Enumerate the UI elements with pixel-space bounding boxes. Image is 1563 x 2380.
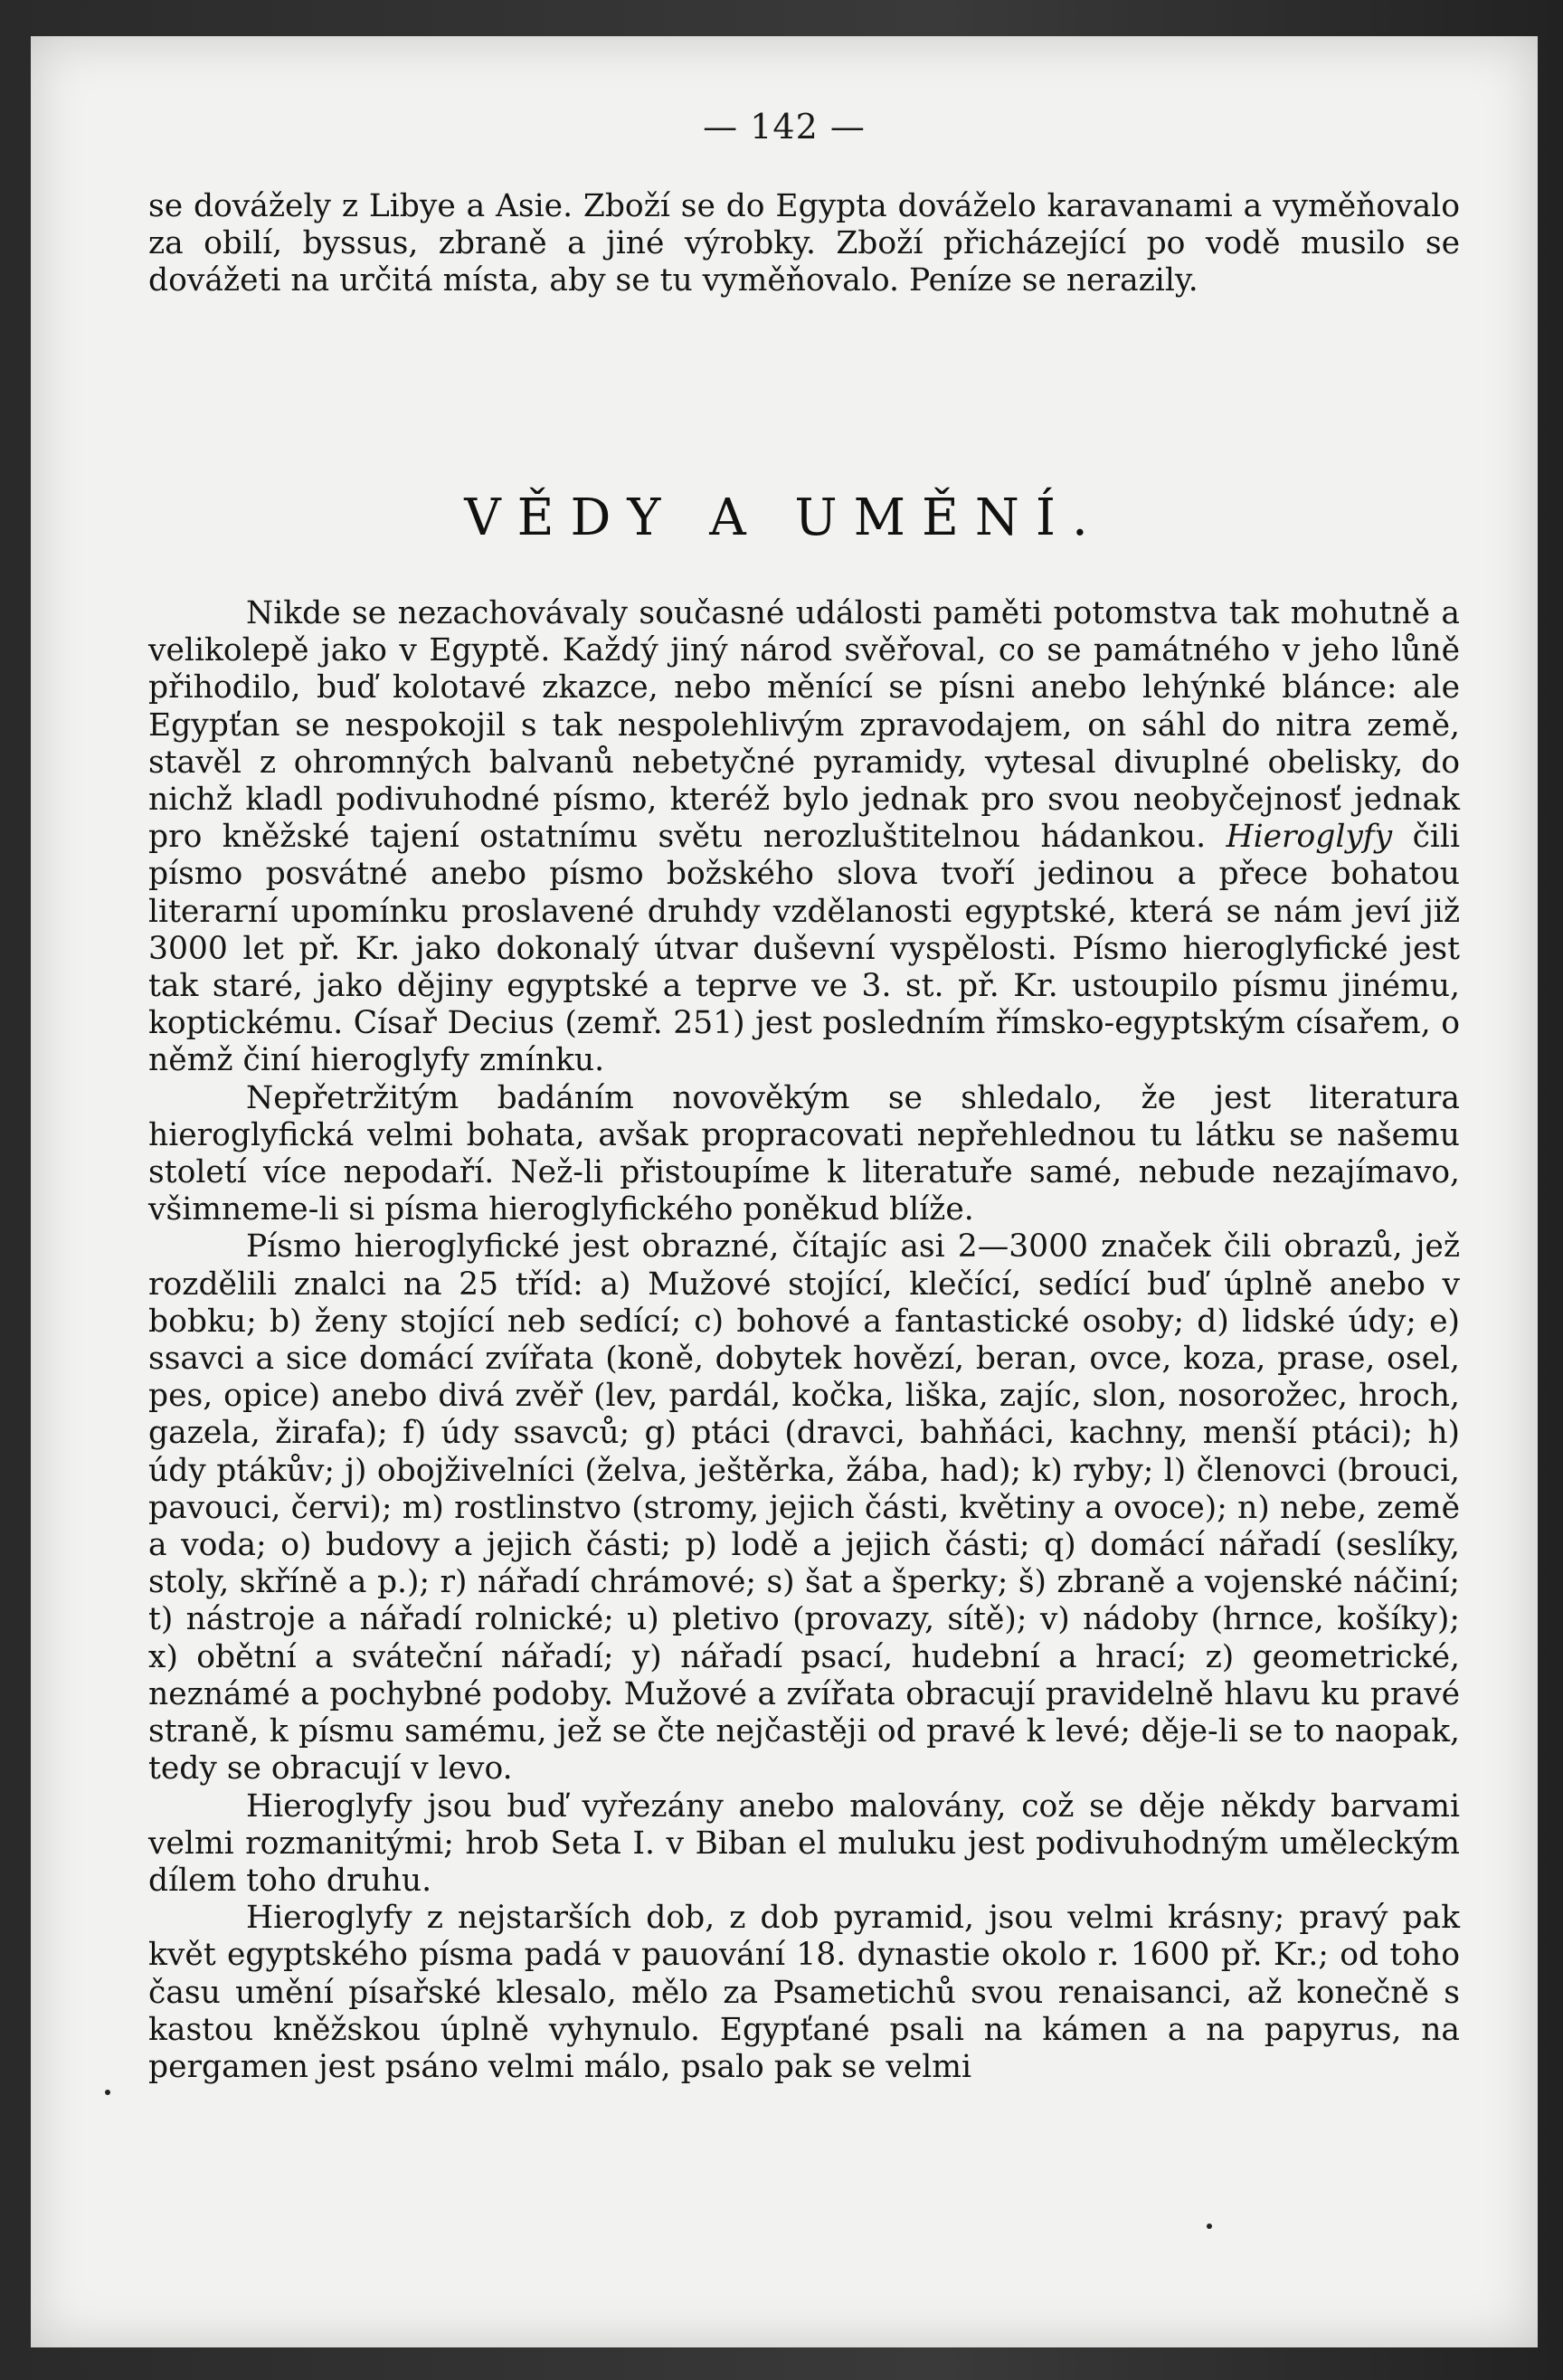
- intro-paragraph: se dovážely z Libye a Asie. Zboží se do Egypta dováželo karavanami a vyměňovalo za obilí, byssus, zbraně a jiné výrobky. Zboží přicházející po vodě musilo se dovážeti na určitá místa, aby se tu vyměňovalo. Peníze se nerazily.: [148, 188, 1460, 299]
- intro-text-block: [148, 188, 1460, 300]
- book-page: [31, 36, 1538, 2347]
- paragraph-1-text-b: čili písmo posvátné anebo písmo božského slova tvoří jedinou a přece bohatou literarní upomínku proslavené druhdy vzdělanosti egyptské, která se nám jeví již 3000 let př. Kr. jako dokonalý útvar duševní vyspělosti. Písmo hieroglyfické jest tak staré, jako dějiny egyptské a teprve ve 3. st. př. Kr. ustoupilo písmu jinému, koptickému. Císař Decius (zemř. 251) jest posledním římsko-egyptským císařem, o němž činí hieroglyfy zmínku.: [148, 819, 1461, 1079]
- paragraph-3: Písmo hieroglyfické jest obrazné, čítajíc asi 2—3000 značek čili obrazů, jež rozdělili znalci na 25 tříd: a) Mužové stojící, klečící, sedící buď úplně anebo v bobku; b) ženy stojící neb sedící; c) bohové a fantastické osoby; d) lidské údy; e) ssavci a sice domácí zvířata (koně, dobytek hovězí, beran, ovce, koza, prase, osel, pes, opice) anebo divá zvěř (lev, pardál, kočka, liška, zajíc, slon, nosorožec, hroch, gazela, žirafa); f) údy ssavců; g) ptáci (dravci, bahňáci, kachny, menší ptáci); h) údy ptákův; j) obojživelníci (želva, ještěrka, žába, had); k) ryby; l) členovci (brouci, pavouci, červi); m) rostlinstvo (stromy, jejich části, květiny a ovoce); n) nebe, země a voda; o) budovy a jejich části; p) lodě a jejich části; q) domácí nářadí (seslíky, stoly, skříně a p.); r) nářadí chrámové; s) šat a šperky; š) zbraně a vojenské náčiní; t) nástroje a nářadí rolnické; u) pletivo (provazy, sítě); v) nádoby (hrnce, košíky); x) obětní a sváteční nářadí; y) nářadí psací, hudební a hrací; z) geometrické, neznámé a pochybné podoby. Mužové a zvířata obracují pravidelně hlavu ku pravé straně, k písmu samému, jež se čte nejčastěji od pravé k levé; děje-li se to naopak, tedy se obracují v levo.: [148, 1228, 1460, 1787]
- section-heading: VĚDY A UMĚNÍ.: [464, 488, 1104, 547]
- paragraph-5: Hieroglyfy z nejstarších dob, z dob pyramid, jsou velmi krásny; pravý pak květ egyptského písma padá v pauování 18. dynastie okolo r. 1600 př. Kr.; od toho času umění písařské klesalo, mělo za Psametichů svou renaisanci, až konečně s kastou kněžskou úplně vyhynulo. Egypťané psali na kámen a na papyrus, na pergamen jest psáno velmi málo, psalo pak se velmi: [148, 1900, 1460, 2085]
- margin-speck: [1207, 2224, 1212, 2229]
- paragraph-1-text-a: Nikde se nezachovávaly současné události paměti potomstva tak mohutně a velikolepě jako v Egyptě. Každý jiný národ svěřoval, co se památného v jeho lůně přihodilo, buď kolotavé zkazce, nebo měnící se písni anebo lehýnké blánce: ale Egypťan se nespokojil s tak nespolehlivým zpravodajem, on sáhl do nitra země, stavěl z ohromných balvanů nebetyčné pyramidy, vytesal divuplné obelisky, do nichž kladl podivuhodné písmo, kteréž bylo jednak pro svou neobyčejnosť jednak pro kněžské tajení ostatnímu světu nerozluštitelnou hádankou.: [148, 595, 1460, 856]
- page-number: — 142 —: [703, 107, 866, 147]
- main-text-block: [148, 595, 1460, 2086]
- margin-speck: [105, 2090, 110, 2095]
- paragraph-1: [148, 595, 1460, 1080]
- hieroglyfy-italic-term: Hieroglyfy: [1226, 819, 1393, 856]
- paragraph-4: Hieroglyfy jsou buď vyřezány anebo malovány, což se děje někdy barvami velmi rozmanitými; hrob Seta I. v Biban el muluku jest podivuhodným uměleckým dílem toho druhu.: [148, 1787, 1460, 1899]
- paragraph-2: Nepřetržitým badáním novověkým se shledalo, že jest literatura hieroglyfická velmi bohata, avšak propracovati nepřehlednou tu látku se našemu století více nepodaří. Než-li přistoupíme k literatuře samé, nebude nezajímavo, všimneme-li si písma hieroglyfického poněkud blíže.: [148, 1079, 1460, 1228]
